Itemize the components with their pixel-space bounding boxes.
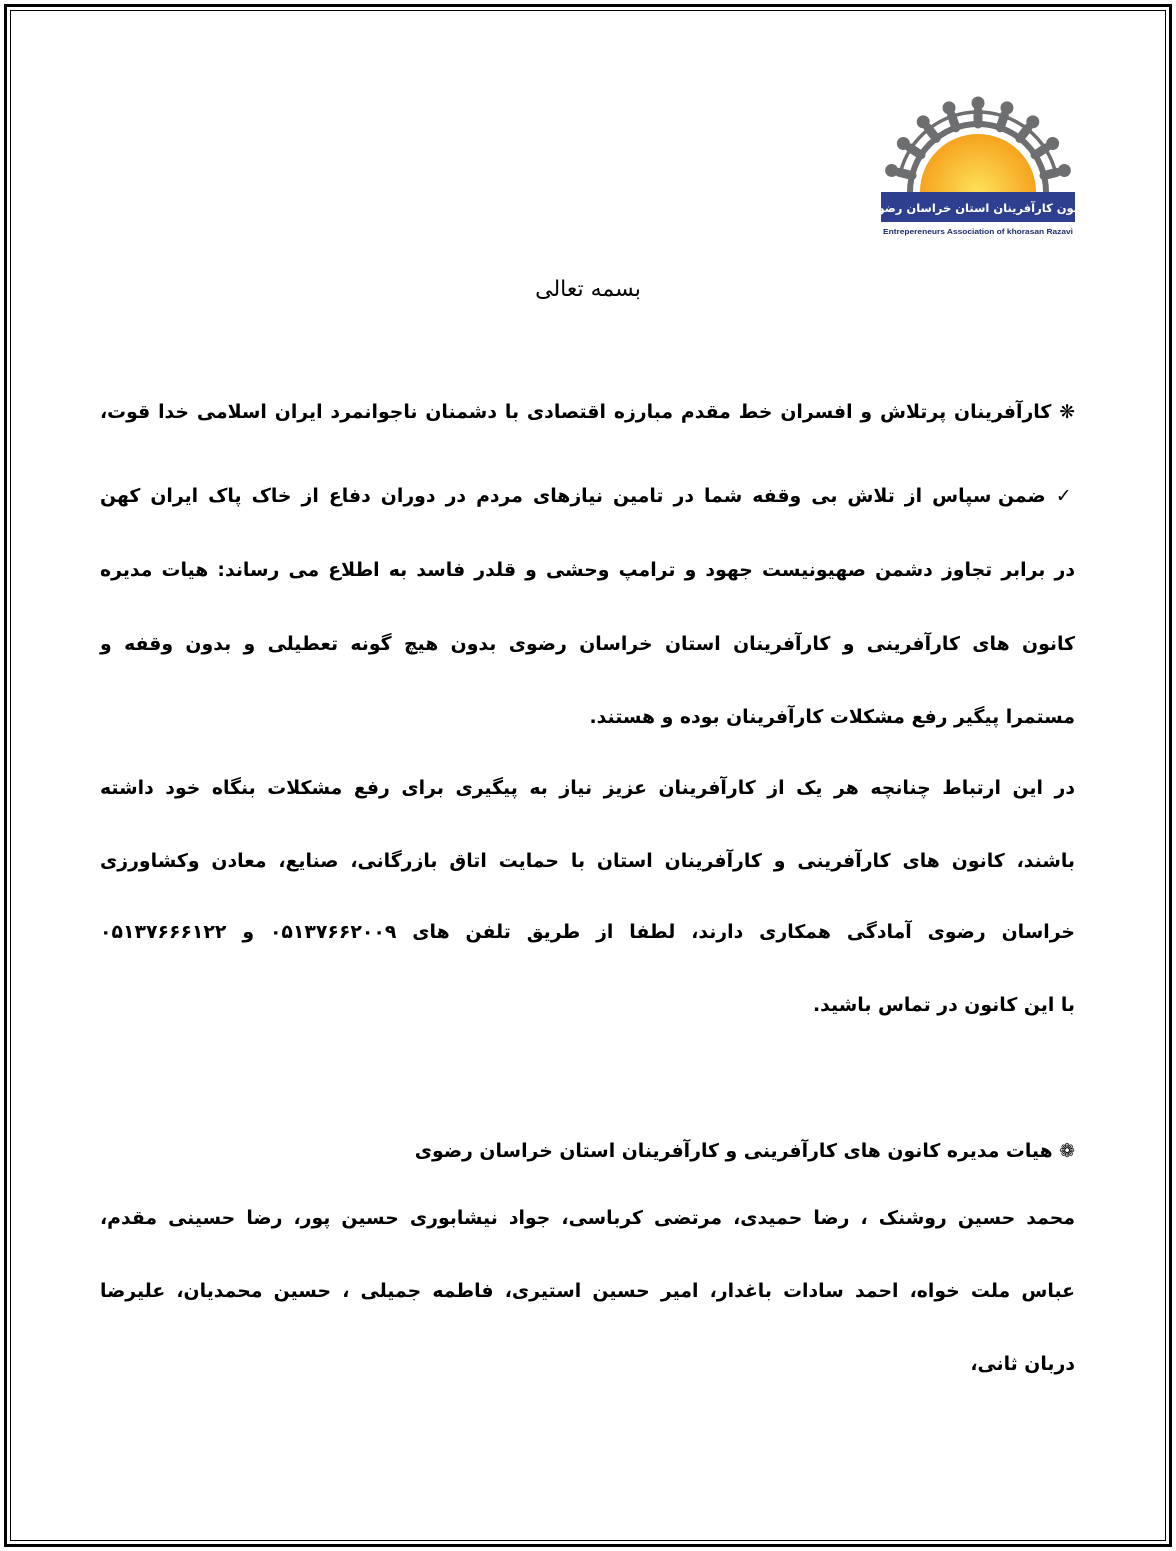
person-body [1000,115,1004,127]
person-head [885,164,898,177]
person-head [943,101,956,114]
board-names-line-3: دربان ثانی، [970,1354,1075,1375]
board-names-line-2: عباس ملت خواه، احمد سادات باغدار، امیر حسین استیری، فاطمه جمیلی ، حسین محمدیان، علیرضا [100,1281,1075,1302]
letter-heading: بسمه تعالی [535,277,641,302]
person-head [917,115,930,128]
paragraph2-line-2: باشند، کانون های کارآفرینی و کارآفرینان استان با حمایت اتاق بازرگانی، صنایع، معادن وکشاورزی [100,851,1075,872]
person-figure-icon [1044,164,1071,177]
person-head [1000,101,1013,114]
person-body [952,115,956,127]
person-figure-icon [943,101,956,127]
paragraph1-line-1 [100,475,1075,519]
paragraph2-line-4: با این کانون در تماس باشید. [813,995,1075,1016]
person-head [1058,164,1071,177]
logo-banner-text: کانون کارآفرینان استان خراسان رضوی [866,201,1090,215]
paragraph1-line-3: کانون های کارآفرینی و کارآفرینان استان خراسان رضوی بدون هیچ گونه تعطیلی و بدون وقفه و [100,634,1075,655]
paragraph1-line-2: در برابر تجاوز دشمن صهیونیست جهود و ترامپ وحشی و قلدر فاسد به اطلاع می رساند: هیات مدیره [100,560,1075,581]
person-body [910,148,921,155]
paragraph2-line-1: در این ارتباط چنانچه هر یک از کارآفرینان عزیز نیاز به پیگیری برای رفع مشکلات بنگاه خود داشته [100,778,1075,799]
person-body [899,172,912,175]
person-head [972,97,985,110]
logo-caption: Entrepereneurs Association of khorasan Razavi [883,227,1073,236]
person-figure-icon [885,164,912,177]
person-body [1035,148,1046,155]
signature-title [100,1130,1075,1174]
paragraph1-line-4: مستمرا پیگیر رفع مشکلات کارآفرینان بوده و هستند. [589,707,1075,728]
asterisk-bullet-icon: ❋ [1059,402,1075,423]
check-mark-icon: ✓ [1055,486,1075,507]
paragraph1-line-1-text: ضمن سپاس از تلاش بی وقفه شما در تامین نیازهای مردم در دوران دفاع از خاک پاک ایران کهن [100,486,1046,507]
person-body [928,128,936,138]
person-figure-icon [972,97,985,125]
paragraph2-line-3: خراسان رضوی آمادگی همکاری دارند، لطفا از طریق تلفن های ۰۵۱۳۷۶۶۲۰۰۹ و ۰۵۱۳۷۶۶۶۱۲۲ [100,922,1075,943]
greeting-line [100,391,1075,435]
greeting-text: کارآفرینان پرتلاش و افسران خط مقدم مبارزه اقتصادی با دشمنان ناجوانمرد ایران اسلامی خدا قوت، [100,402,1052,423]
person-body [1044,172,1057,175]
signature-title-text: هیات مدیره کانون های کارآفرینی و کارآفرینان استان خراسان رضوی [414,1141,1053,1162]
person-body [1020,128,1028,138]
person-figure-icon [1000,101,1013,127]
person-head [1026,115,1039,128]
association-logo [866,92,1090,242]
person-head [897,137,910,150]
board-names-line-1: محمد حسین روشنک ، رضا حمیدی، مرتضی کرباسی، جواد نیشابوری حسین پور، رضا حسینی مقدم، [100,1208,1075,1229]
person-head [1046,137,1059,150]
flower-bullet-icon: ❁ [1059,1141,1075,1162]
